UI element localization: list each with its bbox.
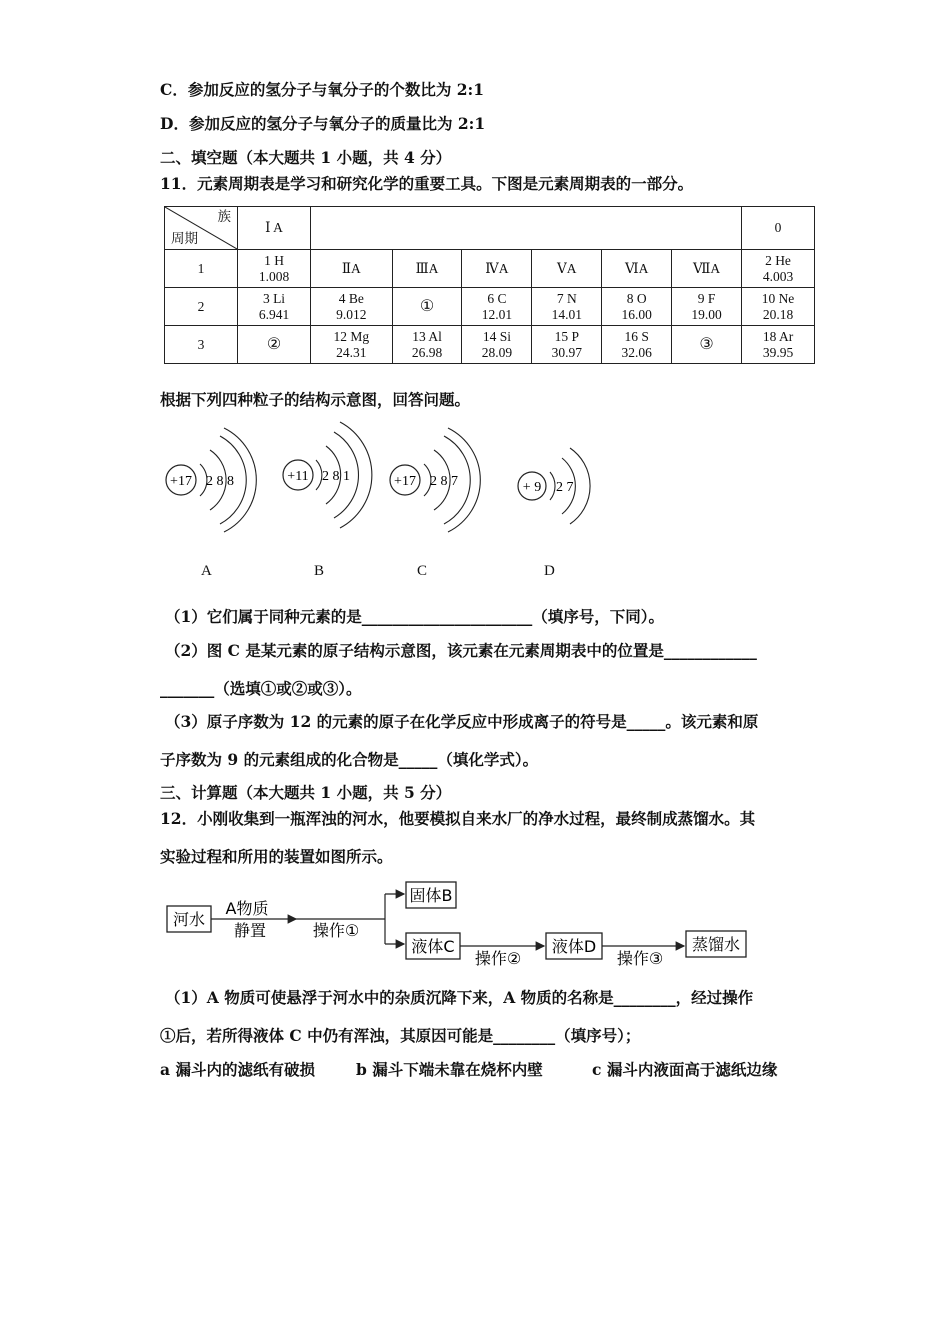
header-1a: Ⅰ A [238,207,311,250]
cell-blank-2: ② [238,326,311,364]
electrons-d: 2 7 [556,480,574,495]
reagent-a-text: A物质 [225,899,269,918]
operation-1-text: 操作① [312,921,360,940]
distilled-water-text: 蒸馏水 [691,935,741,954]
particle-d-diagram [512,440,592,530]
cell-s: 16 S 32.06 [602,326,672,364]
group-3a-header: ⅢA [392,250,462,288]
cell-li: 3 Li 6.941 [238,288,311,326]
period-3: 3 [165,326,238,364]
group-5a-header: ⅤA [532,250,602,288]
liquid-c-text: 液体C [411,937,455,956]
particle-b-label: B [314,563,325,579]
header-0: 0 [742,207,815,250]
electrons-c: 2 8 7 [430,474,458,489]
solid-b-text: 固体B [409,886,453,905]
cell-n: 7 N 14.01 [532,288,602,326]
cell-al: 13 Al 26.98 [392,326,462,364]
liquid-d-text: 液体D [551,937,597,956]
cell-blank-3: ③ [672,326,742,364]
section2-heading: 二、填空题（本大题共 1 小题，共 4 分） [160,148,452,167]
cell-f: 9 F 19.00 [672,288,742,326]
cell-blank-1: ① [392,288,462,326]
header-blank [311,207,742,250]
diagram-intro: 根据下列四种粒子的结构示意图，回答问题。 [160,390,471,409]
particle-c-diagram [384,420,484,540]
cell-mg: 12 Mg 24.31 [311,326,393,364]
q12-part1a: （1）A 物质可使悬浮于河水中的杂质沉降下来，A 物质的名称是________，经过操作 [165,988,754,1007]
q11-intro: 11．元素周期表是学习和研究化学的重要工具。下图是元素周期表的一部分。 [160,174,694,193]
section3-heading: 三、计算题（本大题共 1 小题，共 5 分） [160,783,452,802]
nucleus-d-label: + 9 [522,480,542,495]
group-2a-header: ⅡA [311,250,393,288]
q12-intro-b: 实验过程和所用的装置如图所示。 [160,847,393,866]
particle-c-label: C [417,563,428,579]
cell-ne: 10 Ne 20.18 [742,288,815,326]
corner-group-label: 族 [217,209,231,224]
q11-part3b: 子序数为 9 的元素组成的化合物是_____（填化学式）。 [160,750,539,769]
q11-part1: （1）它们属于同种元素的是______________________（填序号，下同）。 [165,607,665,626]
cell-p: 15 P 30.97 [532,326,602,364]
purification-flow-diagram [160,880,800,975]
choice-b: b 漏斗下端未靠在烧杯内壁 [356,1060,543,1079]
group-6a-header: ⅥA [602,250,672,288]
nucleus-c-label: +17 [394,474,416,489]
particle-a-label: A [201,563,212,579]
periodic-table [164,206,815,364]
cell-c: 6 C 12.01 [462,288,532,326]
option-c: C．参加反应的氢分子与氧分子的个数比为 2:1 [160,80,485,99]
period-1: 1 [165,250,238,288]
option-d: D．参加反应的氢分子与氧分子的质量比为 2:1 [160,114,486,133]
corner-cell [165,207,238,250]
choice-c: c 漏斗内液面高于滤纸边缘 [592,1060,778,1079]
choice-a: a 漏斗内的滤纸有破损 [160,1060,315,1079]
electrons-a: 2 8 8 [206,474,234,489]
cell-h: 1 H 1.008 [238,250,311,288]
particle-b-diagram [278,418,378,538]
settle-text: 静置 [233,921,267,940]
cell-he: 2 He 4.003 [742,250,815,288]
operation-3-text: 操作③ [616,949,664,968]
electrons-b: 2 8 1 [322,469,350,484]
cell-o: 8 O 16.00 [602,288,672,326]
period-2: 2 [165,288,238,326]
q11-part3a: （3）原子序数为 12 的元素的原子在化学反应中形成离子的符号是_____。该元素和原 [165,712,759,731]
cell-be: 4 Be 9.012 [311,288,393,326]
q11-part2a: （2）图 C 是某元素的原子结构示意图，该元素在元素周期表中的位置是____________ [165,641,757,660]
particle-a-diagram [160,420,260,540]
operation-2-text: 操作② [474,949,522,968]
cell-ar: 18 Ar 39.95 [742,326,815,364]
cell-si: 14 Si 28.09 [462,326,532,364]
river-water-text: 河水 [172,910,206,929]
particle-d-label: D [544,563,555,579]
nucleus-a-label: +17 [170,474,192,489]
q12-intro-a: 12．小刚收集到一瓶浑浊的河水，他要模拟自来水厂的净水过程，最终制成蒸馏水。其 [160,809,756,828]
q12-part1b: ①后，若所得液体 C 中仍有浑浊，其原因可能是________（填序号）； [160,1026,641,1045]
group-4a-header: ⅣA [462,250,532,288]
nucleus-b-label: +11 [287,469,309,484]
corner-period-label: 周期 [171,231,198,246]
group-7a-header: ⅦA [672,250,742,288]
q11-part2b: _______（选填①或②或③）。 [160,679,362,698]
